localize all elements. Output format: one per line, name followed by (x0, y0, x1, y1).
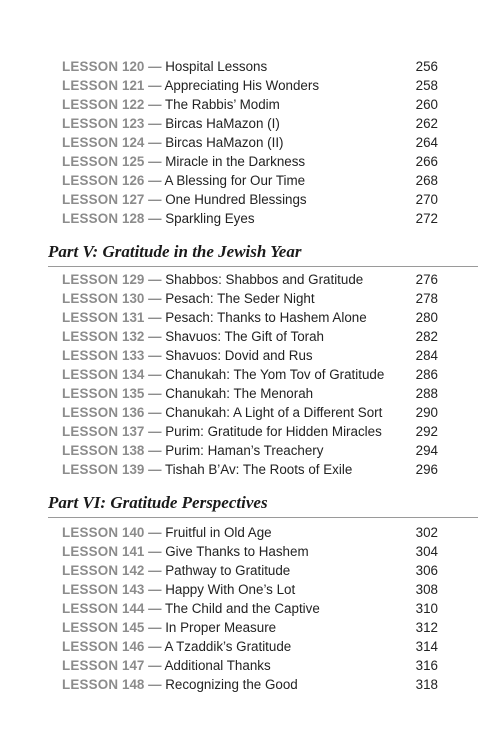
toc-entry (62, 289, 438, 308)
lesson-title: In Proper Measure (165, 620, 277, 635)
lesson-title: Sparkling Eyes (165, 211, 255, 226)
lesson-number: 135 (122, 386, 145, 401)
lesson-title: Chanukah: A Light of a Different Sort (165, 405, 383, 420)
page-number: 272 (415, 211, 438, 226)
em-dash: — (148, 192, 162, 207)
lesson-title: Purim: Gratitude for Hidden Miracles (165, 424, 382, 439)
lesson-label: LESSON (62, 424, 119, 439)
lesson-number: 139 (122, 462, 145, 477)
lesson-label: LESSON (62, 544, 119, 559)
lesson-label: LESSON (62, 563, 119, 578)
em-dash: — (148, 154, 162, 169)
em-dash: — (148, 78, 162, 93)
lesson-number: 130 (122, 291, 145, 306)
lesson-number: 145 (122, 620, 145, 635)
lesson-number: 123 (122, 116, 145, 131)
em-dash: — (148, 97, 162, 112)
lesson-number: 147 (122, 658, 145, 673)
part-heading-text: Part V: Gratitude in the Jewish Year (48, 242, 302, 261)
em-dash: — (148, 135, 162, 150)
lesson-title: Fruitful in Old Age (165, 525, 272, 540)
toc-entry (62, 209, 438, 228)
em-dash: — (148, 462, 162, 477)
page-number: 260 (415, 97, 438, 112)
lesson-label: LESSON (62, 677, 119, 692)
page-number: 302 (415, 525, 438, 540)
page-number: 256 (415, 59, 438, 74)
page-number: 266 (415, 154, 438, 169)
lesson-title: Bircas HaMazon (I) (165, 116, 280, 131)
page-number: 280 (415, 310, 438, 325)
lesson-number: 129 (122, 272, 145, 287)
lesson-label: LESSON (62, 78, 119, 93)
lesson-label: LESSON (62, 135, 119, 150)
em-dash: — (148, 59, 162, 74)
lesson-title: Additional Thanks (164, 658, 271, 673)
lesson-number: 120 (122, 59, 145, 74)
page-number: 268 (415, 173, 438, 188)
em-dash: — (148, 601, 162, 616)
lesson-number: 122 (122, 97, 145, 112)
lesson-number: 140 (122, 525, 145, 540)
page-number: 308 (415, 582, 438, 597)
toc-entry (62, 114, 438, 133)
lesson-number: 126 (122, 173, 145, 188)
toc-entry (62, 76, 438, 95)
part-heading-text: Part VI: Gratitude Perspectives (48, 493, 268, 512)
lesson-title: Pesach: The Seder Night (165, 291, 315, 306)
page-number: 284 (415, 348, 438, 363)
lesson-title: Shavuos: Dovid and Rus (165, 348, 313, 363)
page-number: 262 (415, 116, 438, 131)
toc-entry (62, 95, 438, 114)
lesson-title: Shabbos: Shabbos and Gratitude (165, 272, 364, 287)
lesson-label: LESSON (62, 620, 119, 635)
lesson-number: 134 (122, 367, 145, 382)
lesson-label: LESSON (62, 658, 119, 673)
lesson-title: The Rabbis’ Modim (164, 97, 280, 112)
page-number: 292 (415, 424, 438, 439)
lesson-title: The Child and the Captive (164, 601, 320, 616)
lesson-label: LESSON (62, 272, 119, 287)
lesson-label: LESSON (62, 582, 119, 597)
toc-entry (62, 656, 438, 675)
toc-entry (62, 441, 438, 460)
toc-entry (62, 561, 438, 580)
lesson-title: Chanukah: The Menorah (165, 386, 314, 401)
lesson-number: 148 (122, 677, 145, 692)
toc-entry (62, 542, 438, 561)
lesson-number: 146 (122, 639, 145, 654)
page-number: 282 (415, 329, 438, 344)
em-dash: — (148, 620, 162, 635)
toc-entry (62, 580, 438, 599)
part-heading (48, 491, 478, 515)
lesson-number: 121 (122, 78, 145, 93)
lesson-label: LESSON (62, 367, 119, 382)
em-dash: — (148, 272, 162, 287)
toc-entry (62, 523, 438, 542)
page-number: 316 (415, 658, 438, 673)
toc-entry (62, 675, 438, 694)
lesson-number: 124 (122, 135, 145, 150)
page-number: 286 (415, 367, 438, 382)
toc-entry (62, 384, 438, 403)
page-number: 294 (415, 443, 438, 458)
em-dash: — (148, 525, 162, 540)
lesson-label: LESSON (62, 116, 119, 131)
lesson-label: LESSON (62, 154, 119, 169)
em-dash: — (148, 367, 162, 382)
toc-entry (62, 346, 438, 365)
lesson-number: 137 (122, 424, 145, 439)
lesson-number: 138 (122, 443, 145, 458)
lesson-label: LESSON (62, 525, 119, 540)
lesson-label: LESSON (62, 291, 119, 306)
lesson-number: 136 (122, 405, 145, 420)
lesson-label: LESSON (62, 462, 119, 477)
lesson-title: Recognizing the Good (165, 677, 298, 692)
toc-entry (62, 365, 438, 384)
lesson-label: LESSON (62, 639, 119, 654)
toc-entry (62, 403, 438, 422)
lesson-label: LESSON (62, 443, 119, 458)
lesson-label: LESSON (62, 97, 119, 112)
toc-entry (62, 599, 438, 618)
lesson-number: 133 (122, 348, 145, 363)
lesson-title: Bircas HaMazon (II) (165, 135, 284, 150)
em-dash: — (148, 677, 162, 692)
em-dash: — (148, 582, 162, 597)
page-number: 306 (415, 563, 438, 578)
page-number: 270 (415, 192, 438, 207)
lesson-number: 141 (122, 544, 145, 559)
em-dash: — (148, 211, 162, 226)
em-dash: — (148, 563, 162, 578)
page-number: 318 (415, 677, 438, 692)
em-dash: — (148, 348, 162, 363)
lesson-label: LESSON (62, 386, 119, 401)
lesson-label: LESSON (62, 329, 119, 344)
lesson-label: LESSON (62, 601, 119, 616)
lesson-title: Chanukah: The Yom Tov of Gratitude (165, 367, 385, 382)
lesson-number: 127 (122, 192, 145, 207)
lesson-number: 132 (122, 329, 145, 344)
lesson-title: One Hundred Blessings (165, 192, 307, 207)
page-number: 310 (415, 601, 438, 616)
em-dash: — (148, 405, 162, 420)
lesson-number: 131 (122, 310, 145, 325)
page-number: 288 (415, 386, 438, 401)
em-dash: — (148, 173, 162, 188)
em-dash: — (148, 544, 162, 559)
toc-entry (62, 308, 438, 327)
lesson-title: Hospital Lessons (165, 59, 268, 74)
toc-entry (62, 152, 438, 171)
toc-entry (62, 133, 438, 152)
toc-entry (62, 637, 438, 656)
lesson-title: Appreciating His Wonders (164, 78, 320, 93)
lesson-label: LESSON (62, 173, 119, 188)
page-number: 312 (415, 620, 438, 635)
lesson-title: Happy With One’s Lot (165, 582, 296, 597)
page-number: 278 (415, 291, 438, 306)
em-dash: — (148, 310, 162, 325)
page-number: 296 (415, 462, 438, 477)
em-dash: — (148, 424, 162, 439)
toc-entry (62, 422, 438, 441)
toc-entry (62, 270, 438, 289)
lesson-number: 125 (122, 154, 145, 169)
lesson-title: Pathway to Gratitude (165, 563, 291, 578)
page-number: 304 (415, 544, 438, 559)
part-heading (48, 240, 478, 264)
lesson-number: 143 (122, 582, 145, 597)
lesson-title: Pesach: Thanks to Hashem Alone (165, 310, 367, 325)
em-dash: — (148, 291, 162, 306)
lesson-title: A Tzaddik’s Gratitude (164, 639, 292, 654)
toc-entry (62, 171, 438, 190)
lesson-label: LESSON (62, 211, 119, 226)
em-dash: — (148, 639, 162, 654)
toc-entry (62, 327, 438, 346)
lesson-number: 144 (122, 601, 145, 616)
lesson-number: 128 (122, 211, 145, 226)
lesson-label: LESSON (62, 192, 119, 207)
lesson-title: Purim: Haman’s Treachery (165, 443, 324, 458)
lesson-title: Tishah B’Av: The Roots of Exile (164, 462, 353, 477)
em-dash: — (148, 443, 162, 458)
toc-entry (62, 460, 438, 479)
page-number: 290 (415, 405, 438, 420)
lesson-label: LESSON (62, 310, 119, 325)
lesson-title: Give Thanks to Hashem (165, 544, 309, 559)
lesson-label: LESSON (62, 405, 119, 420)
toc-entry (62, 618, 438, 637)
lesson-title: A Blessing for Our Time (164, 173, 306, 188)
lesson-number: 142 (122, 563, 145, 578)
em-dash: — (148, 386, 162, 401)
page-number: 258 (415, 78, 438, 93)
lesson-label: LESSON (62, 59, 119, 74)
page-number: 276 (415, 272, 438, 287)
toc-entry (62, 190, 438, 209)
em-dash: — (148, 658, 162, 673)
part-heading-rule (48, 266, 478, 267)
toc-entry (62, 57, 438, 76)
page-number: 314 (415, 639, 438, 654)
em-dash: — (148, 329, 162, 344)
lesson-title: Shavuos: The Gift of Torah (165, 329, 324, 344)
page-number: 264 (415, 135, 438, 150)
em-dash: — (148, 116, 162, 131)
lesson-label: LESSON (62, 348, 119, 363)
lesson-title: Miracle in the Darkness (165, 154, 306, 169)
part-heading-rule (48, 517, 478, 518)
